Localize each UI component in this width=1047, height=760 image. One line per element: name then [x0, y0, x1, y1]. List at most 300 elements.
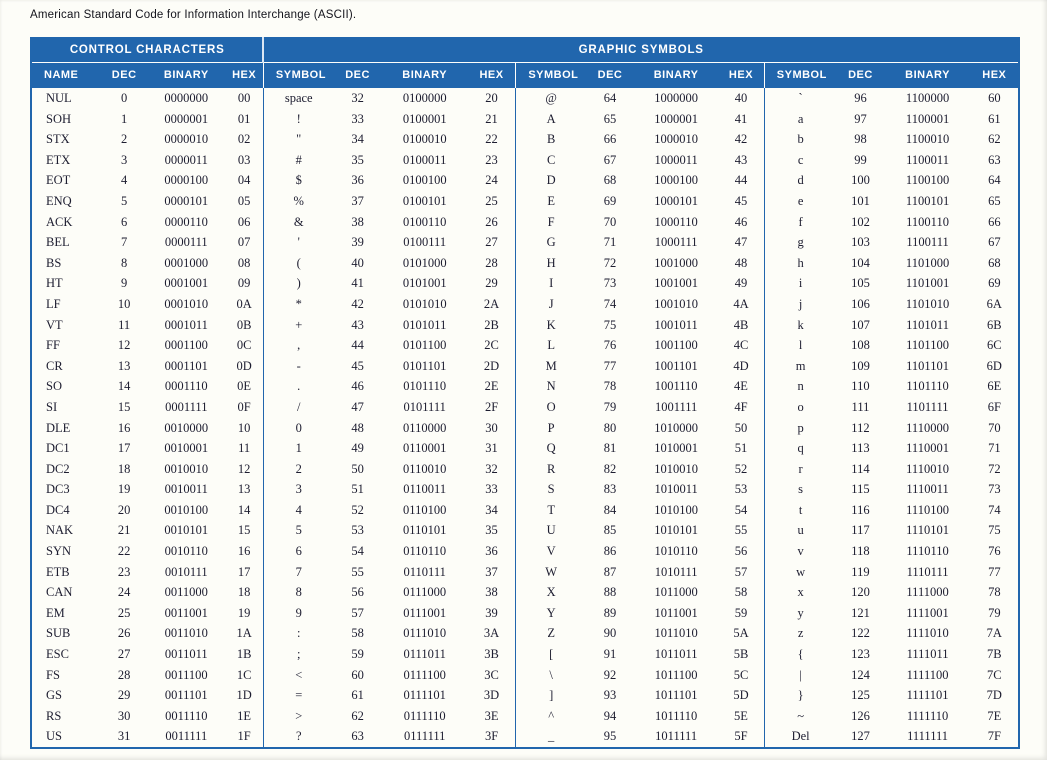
- hex-cell: 1C: [236, 667, 252, 682]
- dec-cell: 51: [351, 482, 364, 497]
- dec-cell: 2: [121, 132, 128, 147]
- name-cell: SO: [46, 379, 62, 394]
- dec-cell: 34: [351, 132, 364, 147]
- symbol-cell: ": [263, 129, 333, 150]
- table-row: [31, 706, 1019, 727]
- symbol-cell: /: [263, 397, 333, 418]
- dec-cell: 123: [851, 647, 870, 662]
- dec-cell: 40: [351, 255, 364, 270]
- symbol-cell: &: [263, 212, 333, 233]
- column-header-hex: HEX: [225, 62, 263, 88]
- hex-cell: 55: [734, 523, 748, 538]
- graphic-symbols-group-header: GRAPHIC SYMBOLS: [263, 38, 1019, 62]
- hex-cell: 2A: [483, 296, 500, 311]
- dec-cell: 99: [854, 152, 867, 167]
- binary-cell: 0000010: [164, 132, 209, 147]
- hex-cell: 5B: [733, 647, 749, 662]
- dec-cell: 85: [603, 523, 617, 538]
- binary-cell: 0011010: [164, 626, 208, 641]
- dec-cell: 93: [603, 688, 617, 703]
- hex-cell: 79: [988, 605, 1001, 620]
- name-cell: DC4: [46, 502, 70, 517]
- dec-cell: 94: [603, 708, 617, 723]
- hex-cell: 3A: [483, 626, 500, 641]
- name-cell: ETB: [46, 564, 70, 579]
- hex-cell: 69: [988, 276, 1001, 291]
- hex-cell: 38: [485, 585, 498, 600]
- binary-cell: 1001001: [654, 276, 698, 291]
- binary-cell: 0111111: [403, 729, 446, 744]
- symbol-cell: S: [516, 479, 586, 500]
- symbol-cell: a: [764, 109, 836, 130]
- binary-cell: 1000101: [654, 193, 698, 208]
- dec-cell: 75: [603, 317, 617, 332]
- dec-cell: 24: [117, 585, 131, 600]
- table-row: [31, 376, 1019, 397]
- dec-cell: 28: [117, 667, 131, 682]
- name-cell: DLE: [46, 420, 71, 435]
- name-cell: VT: [46, 317, 63, 332]
- binary-cell: 0110101: [403, 523, 447, 538]
- binary-cell: 0000000: [164, 91, 209, 105]
- dec-cell: 19: [117, 482, 131, 497]
- column-header-row: [31, 62, 1019, 88]
- dec-cell: 0: [121, 91, 128, 105]
- hex-cell: 2E: [484, 379, 499, 394]
- binary-cell: 1111101: [906, 688, 949, 703]
- dec-cell: 68: [603, 173, 617, 188]
- column-header-dec: DEC: [101, 62, 147, 88]
- binary-cell: 0010001: [164, 441, 209, 456]
- symbol-cell: ?: [263, 726, 333, 748]
- dec-cell: 95: [603, 729, 617, 744]
- binary-cell: 1111000: [906, 585, 949, 600]
- hex-cell: 65: [988, 193, 1001, 208]
- binary-cell: 1011111: [655, 729, 698, 744]
- dec-cell: 57: [351, 605, 364, 620]
- dec-cell: 84: [603, 502, 617, 517]
- symbol-cell: 7: [263, 562, 333, 583]
- binary-cell: 1110100: [906, 502, 949, 517]
- hex-cell: 07: [237, 235, 251, 250]
- symbol-cell: %: [263, 191, 333, 212]
- dec-cell: 91: [603, 647, 617, 662]
- symbol-cell: {: [764, 644, 836, 665]
- table-row: [31, 418, 1019, 439]
- dec-cell: 89: [603, 605, 617, 620]
- binary-cell: 0111011: [403, 647, 446, 662]
- dec-cell: 47: [351, 399, 364, 414]
- binary-cell: 0000101: [164, 193, 209, 208]
- binary-cell: 1011101: [654, 688, 698, 703]
- dec-cell: 31: [117, 729, 131, 744]
- symbol-cell: 5: [263, 520, 333, 541]
- hex-cell: 7A: [986, 626, 1002, 641]
- name-cell: ACK: [46, 214, 73, 229]
- binary-cell: 0011001: [164, 605, 208, 620]
- dec-cell: 96: [854, 91, 867, 105]
- binary-cell: 1010100: [654, 502, 698, 517]
- dec-cell: 1: [121, 111, 128, 126]
- binary-cell: 0100010: [402, 132, 447, 147]
- symbol-cell: (: [263, 253, 333, 274]
- dec-cell: 59: [351, 647, 364, 662]
- binary-cell: 1101100: [906, 338, 949, 353]
- dec-cell: 74: [603, 296, 617, 311]
- binary-cell: 1010111: [654, 564, 698, 579]
- dec-cell: 38: [351, 214, 364, 229]
- binary-cell: 1010101: [654, 523, 698, 538]
- table-row: [31, 294, 1019, 315]
- binary-cell: 1100011: [906, 152, 949, 167]
- binary-cell: 1110010: [906, 461, 949, 476]
- binary-cell: 0010111: [164, 564, 208, 579]
- symbol-cell: _: [516, 726, 586, 748]
- name-cell: BS: [46, 255, 62, 270]
- column-header-binary: BINARY: [382, 62, 468, 88]
- hex-cell: 16: [237, 544, 251, 559]
- dec-cell: 101: [851, 193, 870, 208]
- binary-cell: 1100110: [906, 214, 949, 229]
- name-cell: NUL: [46, 91, 72, 105]
- symbol-cell: s: [764, 479, 836, 500]
- column-header-hex: HEX: [468, 62, 516, 88]
- binary-cell: 0111101: [403, 688, 446, 703]
- dec-cell: 106: [851, 296, 870, 311]
- symbol-cell: x: [764, 582, 836, 603]
- symbol-cell: Del: [764, 726, 836, 748]
- binary-cell: 0001110: [164, 379, 208, 394]
- binary-cell: 1001000: [654, 255, 698, 270]
- hex-cell: 74: [988, 502, 1001, 517]
- hex-cell: 56: [734, 544, 748, 559]
- binary-cell: 0101110: [403, 379, 447, 394]
- symbol-cell: ,: [263, 335, 333, 356]
- dec-cell: 78: [603, 379, 617, 394]
- binary-cell: 1001101: [654, 358, 698, 373]
- symbol-cell: ;: [263, 644, 333, 665]
- binary-cell: 1011011: [654, 647, 698, 662]
- column-header-binary: BINARY: [147, 62, 225, 88]
- symbol-cell: ): [263, 273, 333, 294]
- dec-cell: 35: [351, 152, 364, 167]
- hex-cell: 10: [237, 420, 251, 435]
- hex-cell: 42: [734, 132, 748, 147]
- dec-cell: 116: [851, 502, 870, 517]
- symbol-cell: l: [764, 335, 836, 356]
- hex-cell: 7D: [986, 688, 1002, 703]
- hex-cell: 47: [734, 235, 748, 250]
- binary-cell: 1101110: [906, 379, 949, 394]
- dec-cell: 39: [351, 235, 364, 250]
- binary-cell: 0000100: [164, 173, 209, 188]
- symbol-cell: z: [764, 623, 836, 644]
- symbol-cell: R: [516, 459, 586, 480]
- dec-cell: 11: [118, 317, 131, 332]
- hex-cell: 19: [237, 605, 251, 620]
- hex-cell: 0A: [236, 296, 252, 311]
- symbol-cell: 9: [263, 603, 333, 624]
- dec-cell: 27: [117, 647, 131, 662]
- hex-cell: 31: [485, 441, 498, 456]
- name-cell: CR: [46, 358, 63, 373]
- hex-cell: 4A: [733, 296, 749, 311]
- symbol-cell: e: [764, 191, 836, 212]
- symbol-cell: n: [764, 376, 836, 397]
- binary-cell: 0011011: [164, 647, 208, 662]
- hex-cell: 27: [485, 235, 498, 250]
- hex-cell: 09: [237, 276, 251, 291]
- hex-cell: 5E: [734, 708, 748, 723]
- binary-cell: 0101011: [403, 317, 447, 332]
- binary-cell: 0100100: [402, 173, 447, 188]
- hex-cell: 67: [988, 235, 1001, 250]
- symbol-cell: Y: [516, 603, 586, 624]
- symbol-cell: !: [263, 109, 333, 130]
- dec-cell: 50: [351, 461, 364, 476]
- hex-cell: 1D: [236, 688, 252, 703]
- hex-cell: 7E: [987, 708, 1002, 723]
- symbol-cell: i: [764, 273, 836, 294]
- symbol-cell: *: [263, 294, 333, 315]
- binary-cell: 1000111: [654, 235, 698, 250]
- binary-cell: 0001111: [165, 399, 208, 414]
- hex-cell: 4F: [734, 399, 748, 414]
- binary-cell: 0001000: [164, 255, 209, 270]
- hex-cell: 1F: [237, 729, 251, 744]
- name-cell: DC2: [46, 461, 70, 476]
- dec-cell: 52: [351, 502, 364, 517]
- hex-cell: 43: [734, 152, 748, 167]
- binary-cell: 1111011: [906, 647, 949, 662]
- symbol-cell: N: [516, 376, 586, 397]
- hex-cell: 75: [988, 523, 1001, 538]
- binary-cell: 0100011: [403, 152, 447, 167]
- binary-cell: 1110111: [906, 564, 949, 579]
- dec-cell: 118: [851, 544, 870, 559]
- binary-cell: 1011110: [654, 708, 698, 723]
- dec-cell: 55: [351, 564, 364, 579]
- hex-cell: 01: [237, 111, 251, 126]
- binary-cell: 1110101: [906, 523, 949, 538]
- table-row: [31, 129, 1019, 150]
- table-row: [31, 623, 1019, 644]
- dec-cell: 104: [851, 255, 870, 270]
- symbol-cell: I: [516, 273, 586, 294]
- table-row: [31, 397, 1019, 418]
- name-cell: NAK: [46, 523, 74, 538]
- dec-cell: 42: [351, 296, 364, 311]
- dec-cell: 109: [851, 358, 870, 373]
- hex-cell: 35: [485, 523, 498, 538]
- dec-cell: 103: [851, 235, 870, 250]
- hex-cell: 6A: [986, 296, 1002, 311]
- symbol-cell: C: [516, 150, 586, 171]
- hex-cell: 37: [485, 564, 498, 579]
- table-row: [31, 438, 1019, 459]
- symbol-cell: j: [764, 294, 836, 315]
- name-cell: GS: [46, 688, 62, 703]
- dec-cell: 126: [851, 708, 870, 723]
- table-row: [31, 273, 1019, 294]
- symbol-cell: D: [516, 170, 586, 191]
- dec-cell: 79: [603, 399, 617, 414]
- hex-cell: 5A: [733, 626, 749, 641]
- dec-cell: 81: [603, 441, 617, 456]
- binary-cell: 0001011: [164, 317, 208, 332]
- binary-cell: 0001001: [164, 276, 209, 291]
- symbol-cell: .: [263, 376, 333, 397]
- symbol-cell: V: [516, 541, 586, 562]
- binary-cell: 0100111: [403, 235, 447, 250]
- hex-cell: 6E: [987, 379, 1002, 394]
- symbol-cell: b: [764, 129, 836, 150]
- table-row: [31, 685, 1019, 706]
- symbol-cell: h: [764, 253, 836, 274]
- dec-cell: 56: [351, 585, 364, 600]
- hex-cell: 7B: [987, 647, 1002, 662]
- hex-cell: 68: [988, 255, 1001, 270]
- table-row: [31, 726, 1019, 748]
- binary-cell: 0100110: [403, 214, 447, 229]
- symbol-cell: O: [516, 397, 586, 418]
- binary-cell: 0010000: [164, 420, 209, 435]
- ascii-table-grid: [30, 37, 1020, 749]
- binary-cell: 1111111: [907, 729, 949, 744]
- binary-cell: 0111100: [403, 667, 446, 682]
- dec-cell: 107: [851, 317, 870, 332]
- binary-cell: 1000010: [654, 132, 698, 147]
- hex-cell: 11: [238, 441, 251, 456]
- table-row: [31, 191, 1019, 212]
- dec-cell: 120: [851, 585, 870, 600]
- dec-cell: 48: [351, 420, 364, 435]
- hex-cell: 4E: [734, 379, 748, 394]
- name-cell: EOT: [46, 173, 71, 188]
- binary-cell: 1100101: [905, 193, 950, 208]
- binary-cell: 1011100: [654, 667, 698, 682]
- binary-cell: 0100101: [402, 193, 447, 208]
- binary-cell: 1111001: [906, 605, 949, 620]
- hex-cell: 57: [734, 564, 748, 579]
- hex-cell: 2F: [484, 399, 499, 414]
- binary-cell: 0011110: [165, 708, 208, 723]
- hex-cell: 64: [988, 173, 1001, 188]
- binary-cell: 1010110: [654, 544, 698, 559]
- table-row: [31, 541, 1019, 562]
- hex-cell: 24: [485, 173, 498, 188]
- dec-cell: 73: [603, 276, 617, 291]
- dec-cell: 22: [117, 544, 131, 559]
- binary-cell: 0000110: [164, 214, 208, 229]
- binary-cell: 0010101: [164, 523, 209, 538]
- binary-cell: 1110001: [906, 441, 949, 456]
- symbol-cell: H: [516, 253, 586, 274]
- binary-cell: 0110000: [403, 420, 447, 435]
- hex-cell: 0F: [237, 399, 251, 414]
- symbol-cell: w: [764, 562, 836, 583]
- symbol-cell: 8: [263, 582, 333, 603]
- dec-cell: 36: [351, 173, 364, 188]
- table-row: [31, 150, 1019, 171]
- table-row: [31, 479, 1019, 500]
- hex-cell: 25: [485, 193, 498, 208]
- dec-cell: 58: [351, 626, 364, 641]
- symbol-cell: 1: [263, 438, 333, 459]
- dec-cell: 5: [121, 193, 128, 208]
- hex-cell: 3F: [484, 729, 499, 744]
- symbol-cell: W: [516, 562, 586, 583]
- dec-cell: 60: [351, 667, 364, 682]
- symbol-cell: k: [764, 315, 836, 336]
- table-row: [31, 459, 1019, 480]
- dec-cell: 4: [121, 173, 128, 188]
- binary-cell: 0101101: [403, 358, 447, 373]
- hex-cell: 1E: [237, 708, 252, 723]
- table-row: [31, 109, 1019, 130]
- symbol-cell: U: [516, 520, 586, 541]
- symbol-cell: ': [263, 232, 333, 253]
- name-cell: RS: [46, 708, 62, 723]
- dec-cell: 12: [117, 338, 131, 353]
- symbol-cell: \: [516, 665, 586, 686]
- binary-cell: 0010011: [164, 482, 208, 497]
- dec-cell: 17: [117, 441, 131, 456]
- hex-cell: 03: [237, 152, 251, 167]
- name-cell: SYN: [46, 544, 72, 559]
- column-header-dec: DEC: [836, 62, 884, 88]
- dec-cell: 15: [117, 399, 131, 414]
- binary-cell: 0101010: [402, 296, 447, 311]
- name-cell: EM: [46, 605, 65, 620]
- hex-cell: 04: [237, 173, 251, 188]
- dec-cell: 88: [603, 585, 617, 600]
- table-row: [31, 315, 1019, 336]
- binary-cell: 1111010: [906, 626, 949, 641]
- binary-cell: 0110011: [403, 482, 447, 497]
- dec-cell: 111: [851, 399, 870, 414]
- symbol-cell: 3: [263, 479, 333, 500]
- column-header-symbol: SYMBOL: [764, 62, 836, 88]
- symbol-cell: c: [764, 150, 836, 171]
- binary-cell: 1000000: [654, 91, 698, 105]
- table-row: [31, 253, 1019, 274]
- hex-cell: 1B: [236, 647, 252, 662]
- dec-cell: 43: [351, 317, 364, 332]
- dec-cell: 87: [603, 564, 617, 579]
- dec-cell: 127: [851, 729, 870, 744]
- symbol-cell: Z: [516, 623, 586, 644]
- dec-cell: 3: [121, 152, 128, 167]
- dec-cell: 18: [117, 461, 131, 476]
- symbol-cell: L: [516, 335, 586, 356]
- binary-cell: 1101111: [906, 399, 949, 414]
- binary-cell: 1000100: [654, 173, 698, 188]
- symbol-cell: [: [516, 644, 586, 665]
- hex-cell: 50: [734, 420, 748, 435]
- name-cell: SUB: [46, 626, 71, 641]
- dec-cell: 80: [603, 420, 617, 435]
- name-cell: ETX: [46, 152, 71, 167]
- dec-cell: 90: [603, 626, 617, 641]
- binary-cell: 0110110: [403, 544, 447, 559]
- hex-cell: 0C: [236, 338, 252, 353]
- binary-cell: 1101001: [905, 276, 950, 291]
- symbol-cell: K: [516, 315, 586, 336]
- hex-cell: 14: [237, 502, 251, 517]
- symbol-cell: 2: [263, 459, 333, 480]
- dec-cell: 97: [854, 111, 867, 126]
